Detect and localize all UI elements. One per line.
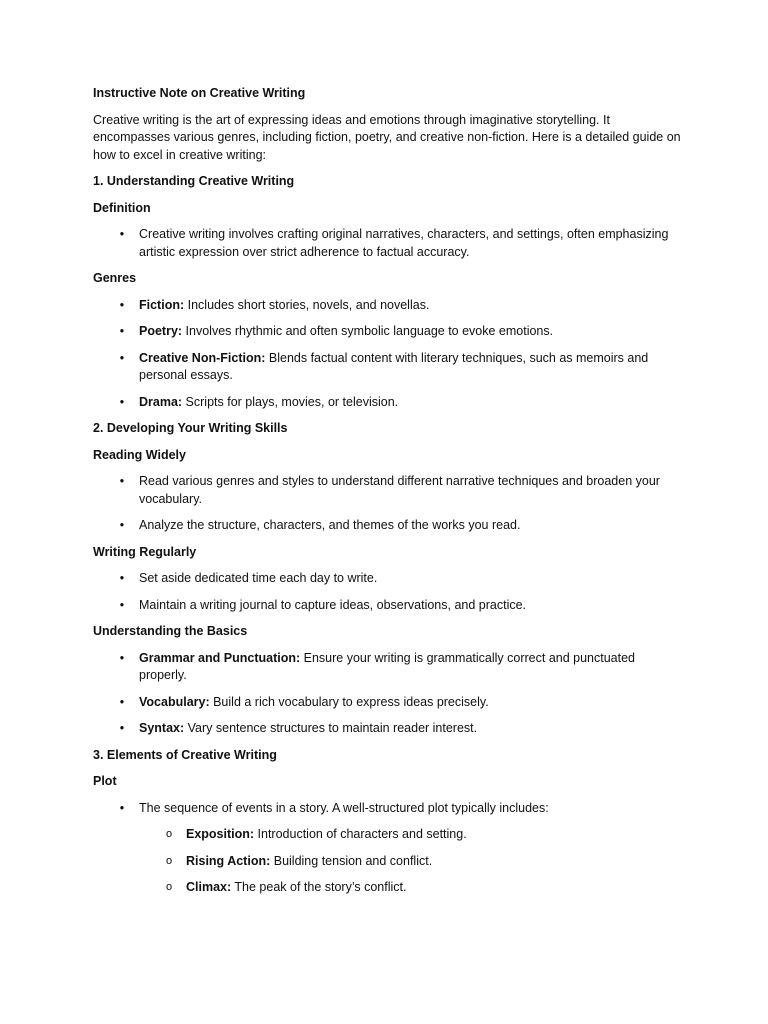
genre-text: Scripts for plays, movies, or television. [182,394,399,409]
basics-text: Build a rich vocabulary to express ideas precisely. [209,694,489,709]
list-item [119,720,683,738]
genre-term: Drama: [139,394,183,409]
list-item-text: Analyze the structure, characters, and themes of the works you read. [139,518,521,532]
genre-term: Fiction: [139,297,185,312]
bullet-icon: • [119,721,125,735]
list-item [119,473,683,508]
bullet-icon: • [119,650,125,665]
genres-heading: Genres [93,271,137,285]
section-3-heading: 3. Elements of Creative Writing [93,747,277,762]
reading-widely-heading: Reading Widely [93,447,186,462]
list-item-text: Set aside dedicated time each day to write. [139,571,378,585]
circle-bullet-icon: o [165,881,173,893]
document-title: Instructive Note on Creative Writing [93,86,306,100]
bullet-icon: • [119,324,125,338]
definition-list [119,226,683,261]
circle-bullet-icon: o [165,828,173,840]
intro-paragraph: Creative writing is the art of expressing ideas and emotions through imaginative storytelling. It encompasses various genres, including fiction, poetry, and creative non-fiction. Here is a detailed guide on how to excel in creative writing: [93,112,681,162]
bullet-icon: • [119,597,125,612]
list-item [119,394,683,412]
bullet-icon: • [119,227,125,241]
list-item [165,879,683,897]
bullet-icon: • [119,571,125,585]
list-item-text: Maintain a writing journal to capture ideas, observations, and practice. [139,597,527,612]
list-item [119,694,683,712]
list-item [119,597,683,615]
plot-text: The peak of the story’s conflict. [231,880,407,894]
plot-term: Rising Action: [186,853,271,868]
list-item [119,517,683,535]
section-1-heading: 1. Understanding Creative Writing [93,174,295,188]
bullet-icon: • [119,394,125,409]
basics-term: Grammar and Punctuation: [139,650,301,665]
list-item [119,650,683,685]
writing-regularly-heading: Writing Regularly [93,544,197,559]
list-item [119,226,683,261]
circle-bullet-icon: o [165,854,173,867]
basics-list [119,650,683,738]
plot-text: Building tension and conflict. [270,853,433,868]
list-item [119,800,683,818]
bullet-icon: • [119,297,125,312]
definition-heading: Definition [93,200,151,215]
basics-term: Syntax: [139,721,185,735]
writing-list [119,570,683,614]
list-item-text: Read various genres and styles to understand different narrative techniques and broaden your vocabulary. [139,474,660,506]
list-item [119,323,683,341]
genre-text: Blends factual content with literary techniques, such as memoirs and personal essays. [139,350,649,382]
list-item [119,350,683,385]
list-item-text: Creative writing involves crafting original narratives, characters, and settings, often emphasizing artistic expression over strict adherence to factual accuracy. [139,227,669,259]
basics-heading: Understanding the Basics [93,624,248,638]
plot-term: Exposition: [186,827,255,841]
bullet-icon: • [119,350,125,365]
genre-term: Creative Non-Fiction: [139,350,266,365]
reading-list [119,473,683,535]
plot-text: Introduction of characters and setting. [254,827,467,841]
basics-text: Vary sentence structures to maintain reader interest. [184,721,478,735]
bullet-icon: • [119,800,125,815]
genre-text: Involves rhythmic and often symbolic language to evoke emotions. [182,324,554,338]
list-item [165,853,683,871]
section-2-heading: 2. Developing Your Writing Skills [93,421,288,435]
list-item [119,570,683,588]
document-page [93,85,683,897]
basics-term: Vocabulary: [139,694,210,709]
plot-sublist [165,826,683,897]
genre-term: Poetry: [139,324,183,338]
genres-list [119,297,683,412]
plot-list [119,800,683,818]
list-item-text: The sequence of events in a story. A well-structured plot typically includes: [139,800,549,815]
bullet-icon: • [119,694,125,709]
list-item [119,297,683,315]
genre-text: Includes short stories, novels, and novellas. [184,297,430,312]
bullet-icon: • [119,518,125,532]
bullet-icon: • [119,474,125,488]
plot-heading: Plot [93,774,117,788]
plot-term: Climax: [186,880,232,894]
list-item [165,826,683,844]
basics-text: Ensure your writing is grammatically correct and punctuated properly. [139,650,636,682]
